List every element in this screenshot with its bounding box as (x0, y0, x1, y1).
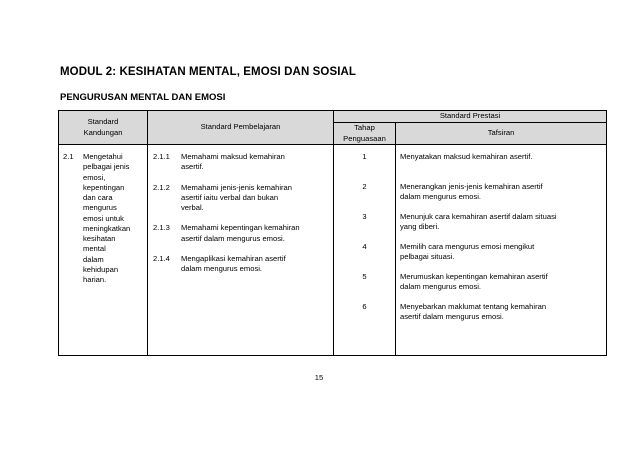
tafsiran-item (396, 272, 606, 302)
tahap-level: 5 (362, 272, 367, 281)
tafsiran-item (396, 182, 606, 212)
kandungan-line: emosi untuk (83, 213, 124, 223)
standards-table (58, 110, 607, 356)
tafsiran-item (396, 152, 606, 182)
kandungan-line: harian. (83, 275, 107, 284)
header-standard-prestasi: Standard Prestasi (334, 111, 607, 123)
tahap-cell (334, 145, 396, 356)
pembelajaran-item (148, 254, 333, 275)
tahap-level: 1 (362, 152, 367, 161)
tafsiran-line: yang diberi. (400, 222, 440, 232)
kandungan-line: Mengetahui (83, 152, 123, 161)
section-subtitle: PENGURUSAN MENTAL DAN EMOSI (60, 92, 226, 103)
tafsiran-line: Menunjuk cara kemahiran asertif dalam situasi (400, 212, 557, 221)
pembelajaran-line: verbal. (181, 203, 204, 212)
pembelajaran-line: Memahami maksud kemahiran (181, 152, 285, 161)
header-kandungan-line: Kandungan (83, 127, 123, 137)
kandungan-line: mengurus (83, 203, 117, 213)
tafsiran-item (396, 212, 606, 242)
page-number: 15 (314, 373, 324, 382)
pembelajaran-line: asertif iaitu verbal dan bukan (181, 192, 279, 202)
tafsiran-line: Menerangkan jenis-jenis kemahiran asertif (400, 182, 543, 191)
pembelajaran-number: 2.1.2 (153, 182, 170, 192)
kandungan-line: kehidupan (83, 264, 119, 274)
pembelajaran-item (148, 223, 333, 244)
tafsiran-line: pelbagai situasi. (400, 252, 455, 262)
pembelajaran-text (181, 152, 329, 173)
header-standard-kandungan (59, 111, 148, 145)
pembelajaran-text (181, 254, 329, 275)
tafsiran-item (396, 302, 606, 332)
pembelajaran-cell (148, 145, 334, 356)
tafsiran-line: Menyatakan maksud kemahiran asertif. (400, 152, 533, 161)
kandungan-number: 2.1 (63, 152, 74, 161)
tafsiran-line: Memilih cara mengurus emosi mengikut (400, 242, 535, 251)
kandungan-line: mental (83, 244, 106, 254)
pembelajaran-line: asertif dalam mengurus emosi. (181, 233, 285, 243)
kandungan-line: dan cara (83, 193, 113, 202)
tahap-level: 4 (362, 242, 367, 251)
tafsiran-line: Merumuskan kepentingan kemahiran asertif (400, 272, 548, 281)
pembelajaran-item (148, 183, 333, 214)
pembelajaran-line: Memahami jenis-jenis kemahiran (181, 182, 292, 192)
pembelajaran-text (181, 223, 329, 244)
header-kandungan-line: Standard (87, 117, 119, 127)
pembelajaran-number: 2.1.3 (153, 223, 170, 233)
header-tahap-penguasaan (334, 123, 396, 145)
pembelajaran-number: 2.1.4 (153, 253, 170, 263)
pembelajaran-line: Mengaplikasi kemahiran asertif (181, 253, 286, 263)
tafsiran-item (396, 242, 606, 272)
tafsiran-line: Menyebarkan maklumat tentang kemahiran (400, 302, 547, 311)
tafsiran-cell (396, 145, 607, 356)
tafsiran-line: dalam mengurus emosi. (400, 192, 482, 202)
kandungan-line: pelbagai jenis (83, 162, 130, 172)
pembelajaran-line: dalam mengurus emosi. (181, 264, 263, 273)
kandungan-line: emosi, (83, 172, 106, 182)
pembelajaran-line: asertif. (181, 162, 204, 172)
tahap-level: 3 (362, 212, 367, 221)
pembelajaran-line: Memahami kepentingan kemahiran (181, 223, 300, 233)
header-tahap-line: Tahap (354, 123, 375, 133)
tafsiran-line: asertif dalam mengurus emosi. (400, 312, 504, 322)
header-tafsiran: Tafsiran (396, 123, 607, 145)
tafsiran-line: dalam mengurus emosi. (400, 282, 482, 292)
pembelajaran-text (181, 183, 329, 214)
module-title: MODUL 2: KESIHATAN MENTAL, EMOSI DAN SOSIAL (60, 66, 357, 78)
tahap-level: 6 (362, 302, 367, 311)
table-row (59, 145, 607, 356)
kandungan-cell (59, 145, 148, 356)
kandungan-line: kepentingan (83, 182, 125, 192)
tahap-level: 2 (362, 182, 367, 191)
kandungan-line: kesihatan (83, 234, 116, 243)
kandungan-line: meningkatkan (83, 223, 131, 233)
kandungan-line: dalam (83, 254, 104, 264)
header-standard-pembelajaran: Standard Pembelajaran (148, 111, 334, 145)
header-tahap-line: Penguasaan (343, 133, 386, 143)
kandungan-text (83, 152, 143, 285)
pembelajaran-item (148, 152, 333, 173)
pembelajaran-number: 2.1.1 (153, 152, 170, 161)
